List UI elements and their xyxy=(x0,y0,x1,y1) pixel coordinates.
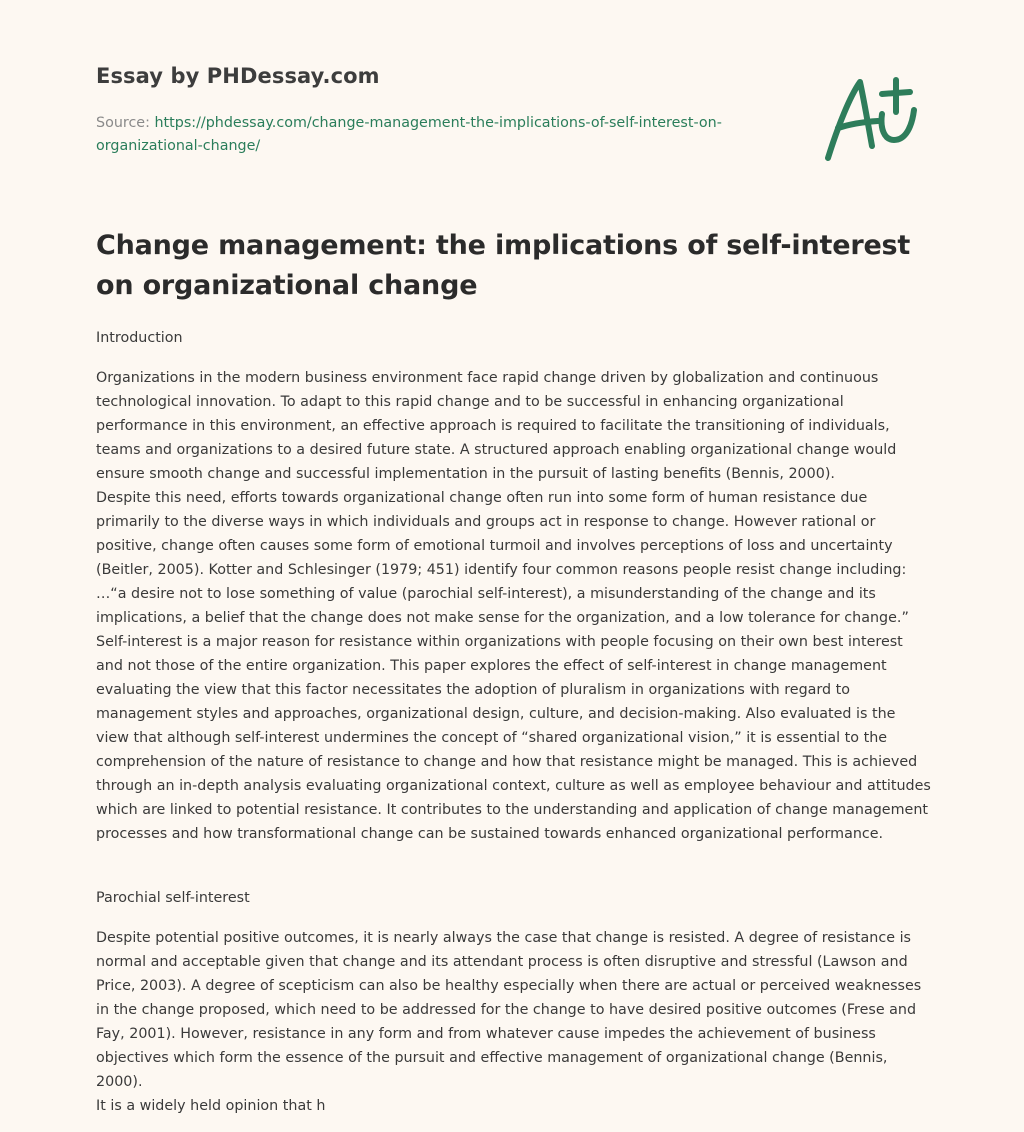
section-heading-introduction: Introduction xyxy=(96,330,183,346)
paragraph: Despite potential positive outcomes, it is nearly always the case that change is resisted. A degree of resistance is normal and acceptable given that change and its attendant process is often disruptive and stressful (Lawson and Price, 2003). A degree of scepticism can also be healthy especially when there are actual or perceived weaknesses in the change proposed, which need to be addressed for the change to have desired positive outcomes (Frese and Fay, 2001). However, resistance in any form and from whatever cause impedes the achievement of business objectives which form the essence of the pursuit and effective management of organizational change (Bennis, 2000). xyxy=(96,930,922,1090)
section-heading-parochial-self-interest: Parochial self-interest xyxy=(96,890,250,906)
paragraph: Despite this need, efforts towards organizational change often run into some form of human resistance due primarily to the diverse ways in which individuals and groups act in response to change. However rational or positive, change often causes some form of emotional turmoil and involves perceptions of loss and uncertainty (Beitler, 2005). Kotter and Schlesinger (1979; 451) identify four common reasons people resist change including: …“a desire not to lose something of value (parochial self-interest), a misunderstanding of the change and its implications, a belief that the change does not make sense for the organization, and a low tolerance for change.” Self-interest is a major reason for resistance within organizations with people focusing on their own best interest and not those of the entire organization. This paper explores the effect of self-interest in change management evaluating the view that this factor necessitates the adoption of pluralism in organizations with regard to management styles and approaches, organizational design, culture, and decision-making. Also evaluated is the view that although self-interest undermines the concept of “shared organizational vision,” it is essential to the comprehension of the nature of resistance to change and how that resistance might be managed. This is achieved through an in-depth analysis evaluating organizational context, culture as well as employee behaviour and attitudes which are linked to potential resistance. It contributes to the understanding and application of change management processes and how transformational change can be sustained towards enhanced organizational performance. xyxy=(96,490,931,842)
source-line xyxy=(96,112,776,158)
section-body-parochial-self-interest xyxy=(96,926,932,1118)
site-title: Essay by PHDessay.com xyxy=(96,64,380,88)
source-label: Source: xyxy=(96,115,150,131)
source-link[interactable]: https://phdessay.com/change-management-the-implications-of-self-interest-on-organizational-change/ xyxy=(96,115,722,154)
a-plus-logo-icon xyxy=(816,66,926,166)
paragraph: Organizations in the modern business environment face rapid change driven by globalization and continuous technological innovation. To adapt to this rapid change and to be successful in enhancing organizational performance in this environment, an effective approach is required to facilitate the transitioning of individuals, teams and organizations to a desired future state. A structured approach enabling organizational change would ensure smooth change and successful implementation in the pursuit of lasting benefits (Bennis, 2000). xyxy=(96,370,897,482)
section-body-introduction xyxy=(96,366,932,846)
paragraph: It is a widely held opinion that h xyxy=(96,1098,326,1114)
document-title: Change management: the implications of self-interest on organizational change xyxy=(96,230,911,301)
